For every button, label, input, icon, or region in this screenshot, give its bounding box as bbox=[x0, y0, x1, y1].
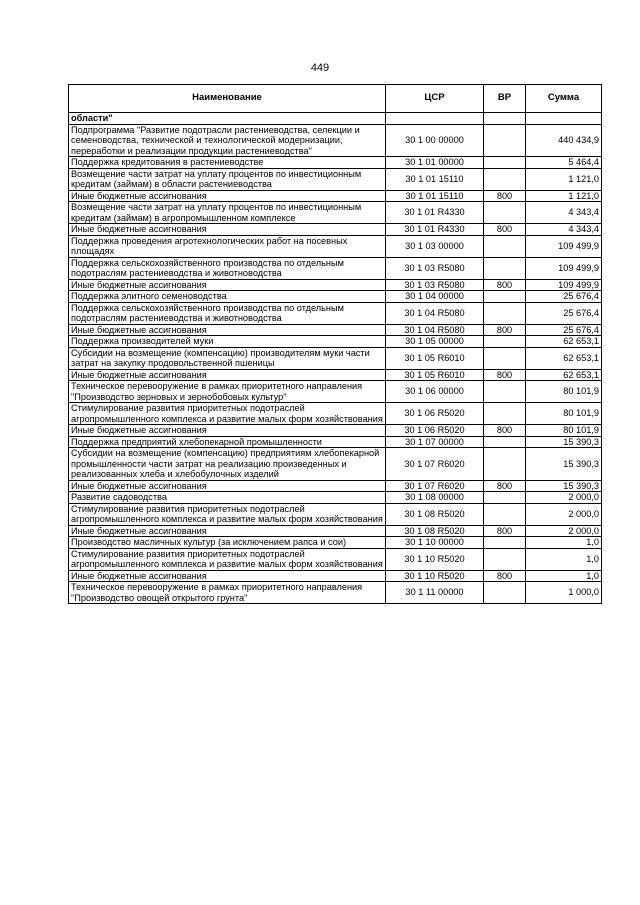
cell-csr: 30 1 01 15110 bbox=[386, 190, 484, 202]
cell-sum: 1 121,0 bbox=[526, 168, 602, 190]
cell-csr: 30 1 01 00000 bbox=[386, 157, 484, 169]
cell-csr: 30 1 08 R5020 bbox=[386, 503, 484, 525]
cell-vr: 800 bbox=[484, 224, 526, 236]
cell-vr bbox=[484, 347, 526, 369]
cell-sum: 1,0 bbox=[526, 548, 602, 570]
table-row bbox=[69, 291, 602, 303]
table-row bbox=[69, 157, 602, 169]
cell-sum: 62 653,1 bbox=[526, 369, 602, 381]
cell-name: Техническое перевооружение в рамках приоритетного направления "Производство зерновых и зернобобовых культур" bbox=[69, 381, 386, 403]
cell-csr: 30 1 08 R5020 bbox=[386, 525, 484, 537]
cell-vr bbox=[484, 124, 526, 157]
cell-vr: 800 bbox=[484, 279, 526, 291]
cell-csr: 30 1 04 00000 bbox=[386, 291, 484, 303]
cell-name: Иные бюджетные ассигнования bbox=[69, 224, 386, 236]
cell-csr: 30 1 07 R6020 bbox=[386, 480, 484, 492]
table-row bbox=[69, 448, 602, 481]
cell-sum: 440 434,9 bbox=[526, 124, 602, 157]
cell-vr bbox=[484, 448, 526, 481]
cell-name: Иные бюджетные ассигнования bbox=[69, 425, 386, 437]
cell-name: Иные бюджетные ассигнования bbox=[69, 369, 386, 381]
cell-sum: 25 676,4 bbox=[526, 291, 602, 303]
cell-csr: 30 1 05 R6010 bbox=[386, 347, 484, 369]
cell-sum: 25 676,4 bbox=[526, 324, 602, 336]
cell-vr bbox=[484, 235, 526, 257]
table-row bbox=[69, 235, 602, 257]
cell-sum: 1 000,0 bbox=[526, 582, 602, 604]
table-body bbox=[69, 113, 602, 604]
table-row bbox=[69, 124, 602, 157]
cell-csr: 30 1 07 00000 bbox=[386, 436, 484, 448]
cell-name: Стимулирование развития приоритетных подотраслей агропромышленного комплекса и развитие малых форм хозяйствования bbox=[69, 403, 386, 425]
table-row bbox=[69, 257, 602, 279]
cell-sum: 80 101,9 bbox=[526, 403, 602, 425]
cell-name: Стимулирование развития приоритетных подотраслей агропромышленного комплекса и развитие малых форм хозяйствования bbox=[69, 503, 386, 525]
cell-name: Производство масличных культур (за исключением рапса и сои) bbox=[69, 537, 386, 549]
table-row bbox=[69, 224, 602, 236]
table-row bbox=[69, 347, 602, 369]
table-row bbox=[69, 324, 602, 336]
cell-vr bbox=[484, 257, 526, 279]
cell-vr bbox=[484, 503, 526, 525]
cell-name: Возмещение части затрат на уплату процентов по инвестиционным кредитам (займам) в агропромышленном комплексе bbox=[69, 202, 386, 224]
cell-csr: 30 1 10 R5020 bbox=[386, 548, 484, 570]
cell-sum: 4 343,4 bbox=[526, 224, 602, 236]
cell-csr: 30 1 06 R5020 bbox=[386, 425, 484, 437]
cell-csr: 30 1 06 00000 bbox=[386, 381, 484, 403]
cell-name: Поддержка проведения агротехнологических работ на посевных площадях bbox=[69, 235, 386, 257]
cell-name: Поддержка сельскохозяйственного производства по отдельным подотраслям растениеводства и животноводства bbox=[69, 257, 386, 279]
cell-name: Иные бюджетные ассигнования bbox=[69, 570, 386, 582]
cell-csr: 30 1 00 00000 bbox=[386, 124, 484, 157]
cell-name: Поддержка сельскохозяйственного производства по отдельным подотраслям растениеводства и животноводства bbox=[69, 302, 386, 324]
cell-sum: 1 121,0 bbox=[526, 190, 602, 202]
cell-csr: 30 1 07 R6020 bbox=[386, 448, 484, 481]
table-row bbox=[69, 537, 602, 549]
cell-vr: 800 bbox=[484, 190, 526, 202]
cell-vr bbox=[484, 157, 526, 169]
cell-csr: 30 1 03 00000 bbox=[386, 235, 484, 257]
cell-sum: 5 464,4 bbox=[526, 157, 602, 169]
cell-name: Поддержка элитного семеноводства bbox=[69, 291, 386, 303]
cell-sum: 62 653,1 bbox=[526, 336, 602, 348]
cell-vr bbox=[484, 492, 526, 504]
cell-sum: 4 343,4 bbox=[526, 202, 602, 224]
cell-vr bbox=[484, 548, 526, 570]
cell-csr: 30 1 04 R5080 bbox=[386, 324, 484, 336]
cell-vr bbox=[484, 113, 526, 125]
table-row bbox=[69, 436, 602, 448]
cell-sum: 1,0 bbox=[526, 570, 602, 582]
cell-name: Иные бюджетные ассигнования bbox=[69, 525, 386, 537]
table-row bbox=[69, 425, 602, 437]
cell-csr: 30 1 03 R5080 bbox=[386, 279, 484, 291]
cell-name: Техническое перевооружение в рамках приоритетного направления "Производство овощей открытого грунта" bbox=[69, 582, 386, 604]
cell-vr bbox=[484, 403, 526, 425]
cell-name: Возмещение части затрат на уплату процентов по инвестиционным кредитам (займам) в области растениеводства bbox=[69, 168, 386, 190]
cell-sum: 2 000,0 bbox=[526, 525, 602, 537]
cell-csr: 30 1 03 R5080 bbox=[386, 257, 484, 279]
cell-vr: 800 bbox=[484, 324, 526, 336]
table-row bbox=[69, 492, 602, 504]
cell-vr bbox=[484, 291, 526, 303]
cell-name: Иные бюджетные ассигнования bbox=[69, 279, 386, 291]
cell-vr bbox=[484, 582, 526, 604]
cell-vr bbox=[484, 202, 526, 224]
cell-name: Поддержка производителей муки bbox=[69, 336, 386, 348]
cell-vr bbox=[484, 436, 526, 448]
cell-vr: 800 bbox=[484, 480, 526, 492]
table-row bbox=[69, 570, 602, 582]
cell-csr: 30 1 01 R4330 bbox=[386, 202, 484, 224]
cell-sum: 109 499,9 bbox=[526, 279, 602, 291]
cell-sum: 15 390,3 bbox=[526, 436, 602, 448]
page-number: 449 bbox=[310, 62, 330, 74]
table-row bbox=[69, 582, 602, 604]
cell-vr bbox=[484, 336, 526, 348]
cell-vr bbox=[484, 168, 526, 190]
cell-sum: 2 000,0 bbox=[526, 503, 602, 525]
table-row bbox=[69, 168, 602, 190]
cell-vr bbox=[484, 537, 526, 549]
cell-csr: 30 1 01 15110 bbox=[386, 168, 484, 190]
table-row bbox=[69, 403, 602, 425]
table-row bbox=[69, 336, 602, 348]
cell-sum: 15 390,3 bbox=[526, 448, 602, 481]
table-row bbox=[69, 525, 602, 537]
cell-csr: 30 1 11 00000 bbox=[386, 582, 484, 604]
cell-sum: 1,0 bbox=[526, 537, 602, 549]
table-row bbox=[69, 113, 602, 125]
cell-sum: 109 499,9 bbox=[526, 257, 602, 279]
cell-vr: 800 bbox=[484, 570, 526, 582]
header-name: Наименование bbox=[69, 85, 386, 113]
cell-vr bbox=[484, 302, 526, 324]
table-row bbox=[69, 202, 602, 224]
cell-csr: 30 1 06 R5020 bbox=[386, 403, 484, 425]
header-vr: ВР bbox=[484, 85, 526, 113]
cell-sum: 62 653,1 bbox=[526, 347, 602, 369]
table-row bbox=[69, 503, 602, 525]
cell-csr: 30 1 10 R5020 bbox=[386, 570, 484, 582]
cell-name: Иные бюджетные ассигнования bbox=[69, 324, 386, 336]
cell-csr bbox=[386, 113, 484, 125]
cell-name: области" bbox=[69, 113, 386, 125]
table-row bbox=[69, 480, 602, 492]
cell-name: Субсидии на возмещение (компенсацию) предприятиям хлебопекарной промышленности части затрат на реализацию произведенных и реализованных хлеба и хлебобулочных изделий bbox=[69, 448, 386, 481]
table-row bbox=[69, 302, 602, 324]
cell-sum: 15 390,3 bbox=[526, 480, 602, 492]
cell-name: Подпрограмма "Развитие подотрасли растениеводства, селекции и семеноводства, технической и технологической модернизации, переработки и реализации продукции растениеводства" bbox=[69, 124, 386, 157]
cell-vr: 800 bbox=[484, 425, 526, 437]
cell-vr: 800 bbox=[484, 525, 526, 537]
cell-sum: 80 101,9 bbox=[526, 381, 602, 403]
table-row bbox=[69, 381, 602, 403]
cell-vr: 800 bbox=[484, 369, 526, 381]
header-csr: ЦСР bbox=[386, 85, 484, 113]
cell-sum: 80 101,9 bbox=[526, 425, 602, 437]
cell-name: Поддержка предприятий хлебопекарной промышленности bbox=[69, 436, 386, 448]
cell-sum: 25 676,4 bbox=[526, 302, 602, 324]
table-row bbox=[69, 279, 602, 291]
cell-name: Иные бюджетные ассигнования bbox=[69, 190, 386, 202]
cell-name: Поддержка кредитования в растениеводстве bbox=[69, 157, 386, 169]
header-sum: Сумма bbox=[526, 85, 602, 113]
cell-csr: 30 1 04 R5080 bbox=[386, 302, 484, 324]
table-row bbox=[69, 369, 602, 381]
cell-sum: 109 499,9 bbox=[526, 235, 602, 257]
cell-vr bbox=[484, 381, 526, 403]
cell-csr: 30 1 10 00000 bbox=[386, 537, 484, 549]
cell-name: Субсидии на возмещение (компенсацию) производителям муки части затрат на закупку продовольственной пшеницы bbox=[69, 347, 386, 369]
cell-sum bbox=[526, 113, 602, 125]
table-row bbox=[69, 190, 602, 202]
budget-table bbox=[68, 84, 602, 604]
cell-name: Иные бюджетные ассигнования bbox=[69, 480, 386, 492]
cell-csr: 30 1 01 R4330 bbox=[386, 224, 484, 236]
cell-csr: 30 1 08 00000 bbox=[386, 492, 484, 504]
cell-name: Развитие садоводства bbox=[69, 492, 386, 504]
table-header-row bbox=[69, 85, 602, 113]
cell-sum: 2 000,0 bbox=[526, 492, 602, 504]
cell-csr: 30 1 05 R6010 bbox=[386, 369, 484, 381]
cell-name: Стимулирование развития приоритетных подотраслей агропромышленного комплекса и развитие малых форм хозяйствования bbox=[69, 548, 386, 570]
table-row bbox=[69, 548, 602, 570]
cell-csr: 30 1 05 00000 bbox=[386, 336, 484, 348]
